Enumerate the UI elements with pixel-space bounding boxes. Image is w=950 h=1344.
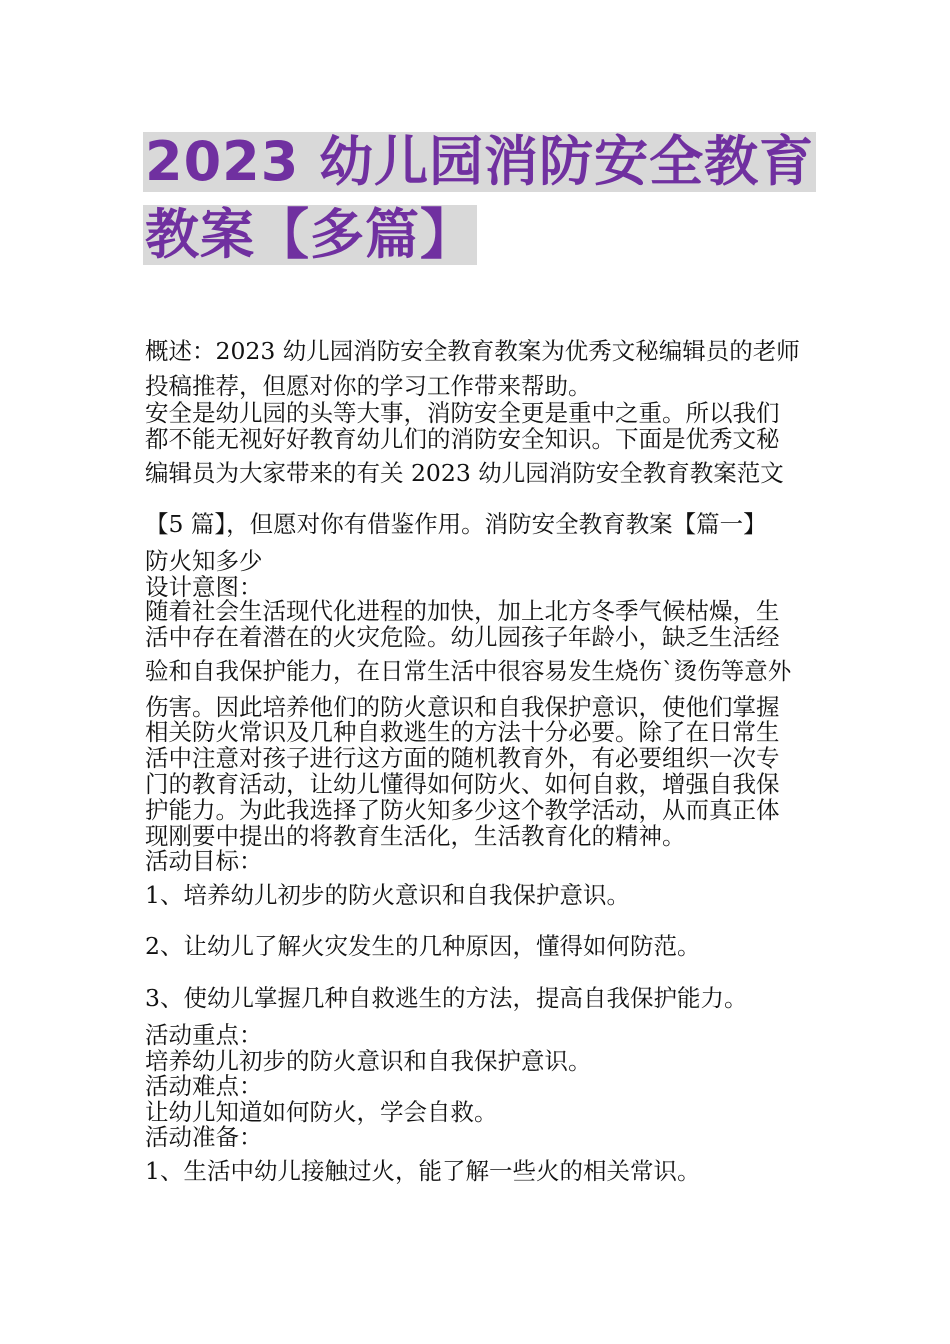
list-item: 3、使幼儿掌握几种自救逃生的方法，提高自我保护能力。 — [145, 984, 748, 1012]
text-line: 安全是幼儿园的头等大事，消防安全更是重中之重。所以我们 — [145, 399, 780, 427]
text-line: 编辑员为大家带来的有关 2023 幼儿园消防安全教育教案范文 — [145, 459, 784, 487]
text-line: 活动目标： — [145, 847, 263, 875]
text-line: 随着社会生活现代化进程的加快，加上北方冬季气候枯燥，生 — [145, 597, 780, 625]
text-line: 护能力。为此我选择了防火知多少这个教学活动，从而真正体 — [145, 796, 780, 824]
text-line: 活动难点： — [145, 1072, 263, 1100]
text-line: 伤害。因此培养他们的防火意识和自我保护意识，使他们掌握 — [145, 693, 780, 721]
text-line: 【5 篇】，但愿对你有借鉴作用。消防安全教育教案【篇一】 — [145, 510, 767, 538]
text-line: 投稿推荐，但愿对你的学习工作带来帮助。 — [145, 372, 592, 400]
text-line: 防火知多少 — [145, 547, 263, 575]
document-title-line-1: 2023 幼儿园消防安全教育 — [145, 130, 815, 193]
text-line: 概述：2023 幼儿园消防安全教育教案为优秀文秘编辑员的老师 — [145, 337, 800, 365]
text-line: 培养幼儿初步的防火意识和自我保护意识。 — [145, 1047, 592, 1075]
list-item: 1、生活中幼儿接触过火，能了解一些火的相关常识。 — [145, 1157, 701, 1185]
text-line: 活中注意对孩子进行这方面的随机教育外，有必要组织一次专 — [145, 744, 780, 772]
list-item: 1、培养幼儿初步的防火意识和自我保护意识。 — [145, 881, 630, 909]
text-line: 设计意图： — [145, 573, 263, 601]
text-line: 活动重点： — [145, 1021, 263, 1049]
document-title-line-2: 教案【多篇】 — [145, 203, 475, 266]
text-line: 验和自我保护能力，在日常生活中很容易发生烧伤`烫伤等意外 — [145, 657, 792, 685]
text-line: 让幼儿知道如何防火，学会自救。 — [145, 1098, 498, 1126]
text-line: 现刚要中提出的将教育生活化，生活教育化的精神。 — [145, 822, 686, 850]
text-line: 活动准备： — [145, 1123, 263, 1151]
text-line: 活中存在着潜在的火灾危险。幼儿园孩子年龄小，缺乏生活经 — [145, 623, 780, 651]
text-line: 都不能无视好好教育幼儿们的消防安全知识。下面是优秀文秘 — [145, 425, 780, 453]
text-line: 相关防火常识及几种自救逃生的方法十分必要。除了在日常生 — [145, 718, 780, 746]
text-line: 门的教育活动，让幼儿懂得如何防火、如何自救，增强自我保 — [145, 770, 780, 798]
list-item: 2、让幼儿了解火灾发生的几种原因，懂得如何防范。 — [145, 932, 701, 960]
